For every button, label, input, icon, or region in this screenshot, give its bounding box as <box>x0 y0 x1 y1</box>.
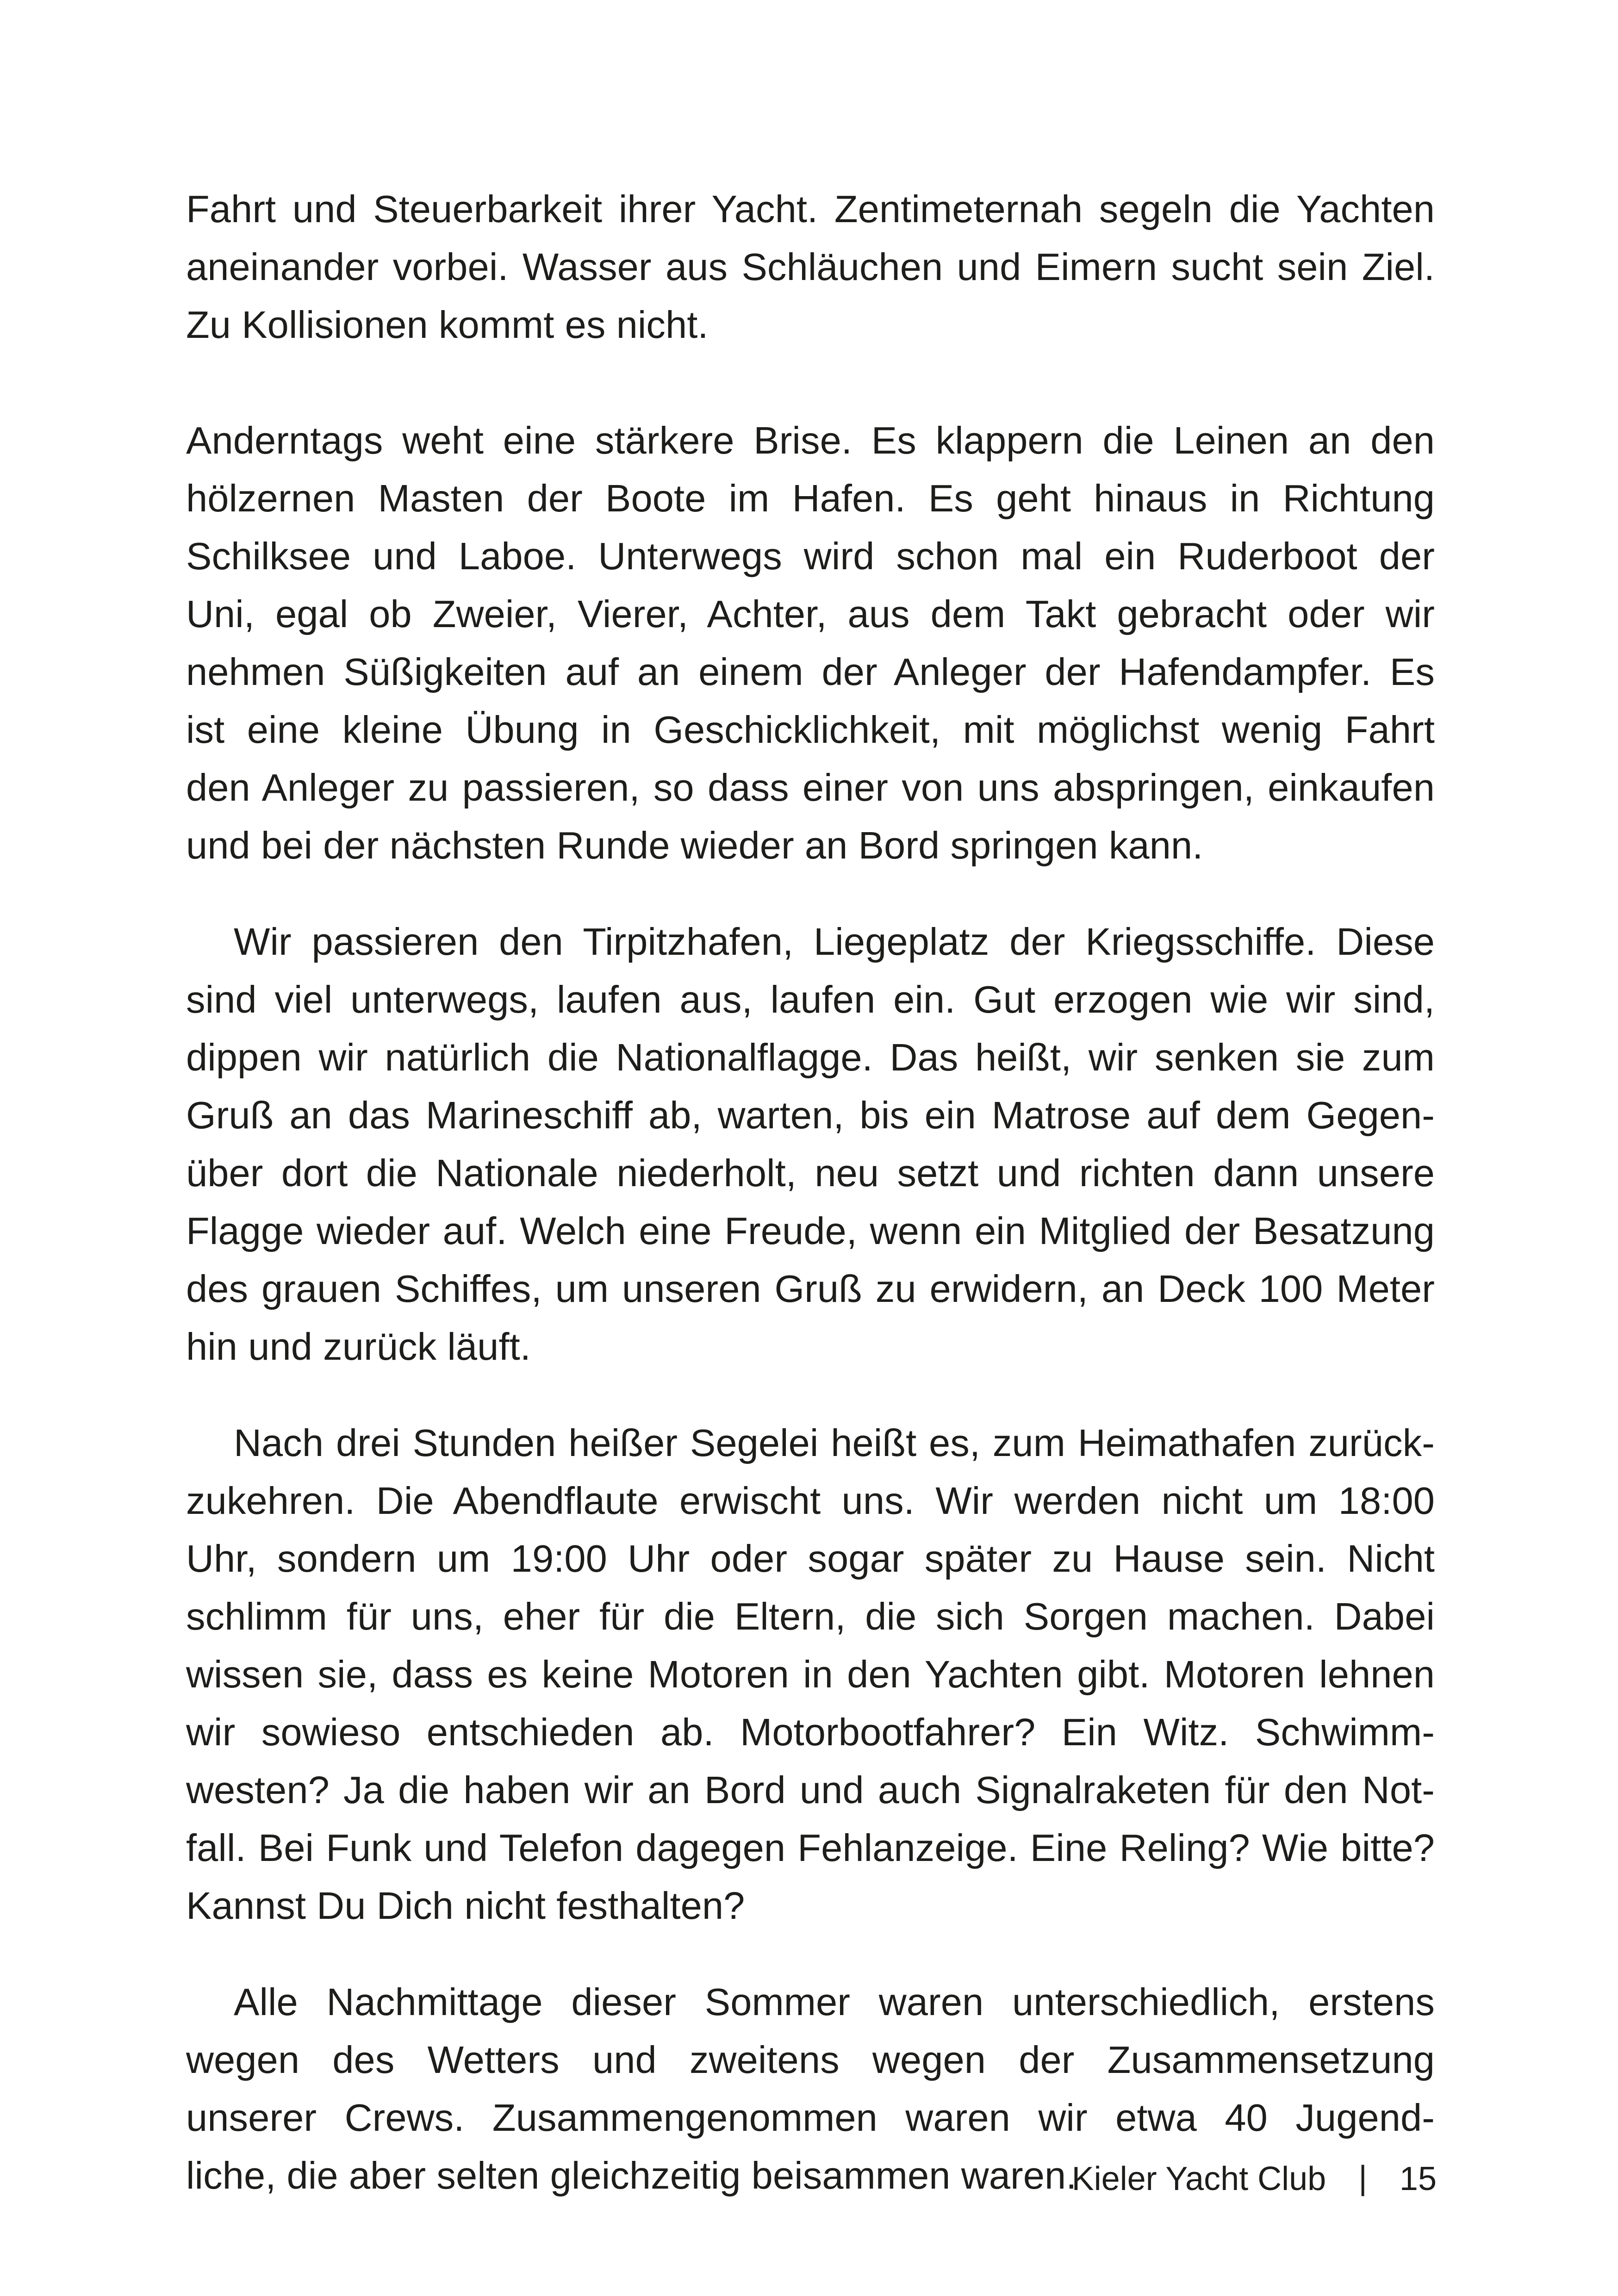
text-line: Wir passieren den Tirpitzhafen, Liegeplatz der Kriegsschiffe. Diese <box>234 920 1435 963</box>
body-text <box>186 180 1435 2243</box>
text-line: den Anleger zu passieren, so dass einer von uns abspringen, einkaufen <box>186 766 1435 809</box>
text-line: Uhr, sondern um 19:00 Uhr oder sogar später zu Hause sein. Nicht <box>186 1537 1435 1580</box>
text-line: über dort die Nationale niederholt, neu setzt und richten dann unsere <box>186 1151 1435 1195</box>
text-line: nehmen Süßigkeiten auf an einem der Anleger der Hafendampfer. Es <box>186 650 1435 693</box>
text-line: Kannst Du Dich nicht festhalten? <box>186 1884 745 1927</box>
text-line: Nach drei Stunden heißer Segelei heißt es, zum Heimathafen zurück- <box>234 1421 1435 1464</box>
text-line: wissen sie, dass es keine Motoren in den Yachten gibt. Motoren lehnen <box>186 1653 1435 1696</box>
footer-book-title: Kieler Yacht Club <box>1071 2160 1326 2197</box>
text-line: aneinander vorbei. Wasser aus Schläuchen und Eimern sucht sein Ziel. <box>186 245 1435 288</box>
text-line: Flagge wieder auf. Welch eine Freude, wenn ein Mitglied der Besatzung <box>186 1209 1435 1252</box>
text-line: dippen wir natürlich die Nationalflagge. Das heißt, wir senken sie zum <box>186 1036 1435 1079</box>
text-line: Alle Nachmittage dieser Sommer waren unterschiedlich, erstens <box>234 1980 1435 2023</box>
text-line: Gruß an das Marineschiff ab, warten, bis ein Matrose auf dem Gegen- <box>186 1094 1435 1137</box>
text-line: hölzernen Masten der Boote im Hafen. Es geht hinaus in Richtung <box>186 477 1435 520</box>
text-line: wir sowieso entschieden ab. Motorbootfahrer? Ein Witz. Schwimm- <box>186 1711 1435 1754</box>
text-line: und bei der nächsten Runde wieder an Bord springen kann. <box>186 824 1203 867</box>
text-line: Anderntags weht eine stärkere Brise. Es klappern die Leinen an den <box>186 419 1435 462</box>
text-line: Fahrt und Steuerbarkeit ihrer Yacht. Zentimeternah segeln die Yachten <box>186 187 1435 230</box>
page-footer <box>1072 2158 1437 2200</box>
text-line: des grauen Schiffes, um unseren Gruß zu erwidern, an Deck 100 Meter <box>186 1267 1435 1310</box>
text-line: liche, die aber selten gleichzeitig beisammen waren. <box>186 2154 1077 2197</box>
text-line: unserer Crews. Zusammengenommen waren wir etwa 40 Jugend- <box>186 2096 1435 2139</box>
text-line: wegen des Wetters und zweitens wegen der Zusammensetzung <box>186 2038 1435 2081</box>
text-line: hin und zurück läuft. <box>186 1325 531 1368</box>
text-line: sind viel unterwegs, laufen aus, laufen ein. Gut erzogen wie wir sind, <box>186 978 1435 1021</box>
text-line: westen? Ja die haben wir an Bord und auch Signalraketen für den Not- <box>186 1768 1435 1811</box>
footer-page-number: 15 <box>1399 2160 1437 2197</box>
text-line: Schilksee und Laboe. Unterwegs wird schon mal ein Ruderboot der <box>186 535 1435 578</box>
text-line: fall. Bei Funk und Telefon dagegen Fehlanzeige. Eine Reling? Wie bitte? <box>186 1826 1435 1869</box>
text-line: schlimm für uns, eher für die Eltern, die sich Sorgen machen. Dabei <box>186 1595 1435 1638</box>
footer-separator: | <box>1358 2159 1367 2196</box>
text-line: Zu Kollisionen kommt es nicht. <box>186 303 709 346</box>
text-line: Uni, egal ob Zweier, Vierer, Achter, aus dem Takt gebracht oder wir <box>186 592 1435 635</box>
text-line: zukehren. Die Abendflaute erwischt uns. Wir werden nicht um 18:00 <box>186 1479 1435 1522</box>
text-line: ist eine kleine Übung in Geschicklichkeit, mit möglichst wenig Fahrt <box>186 708 1435 751</box>
